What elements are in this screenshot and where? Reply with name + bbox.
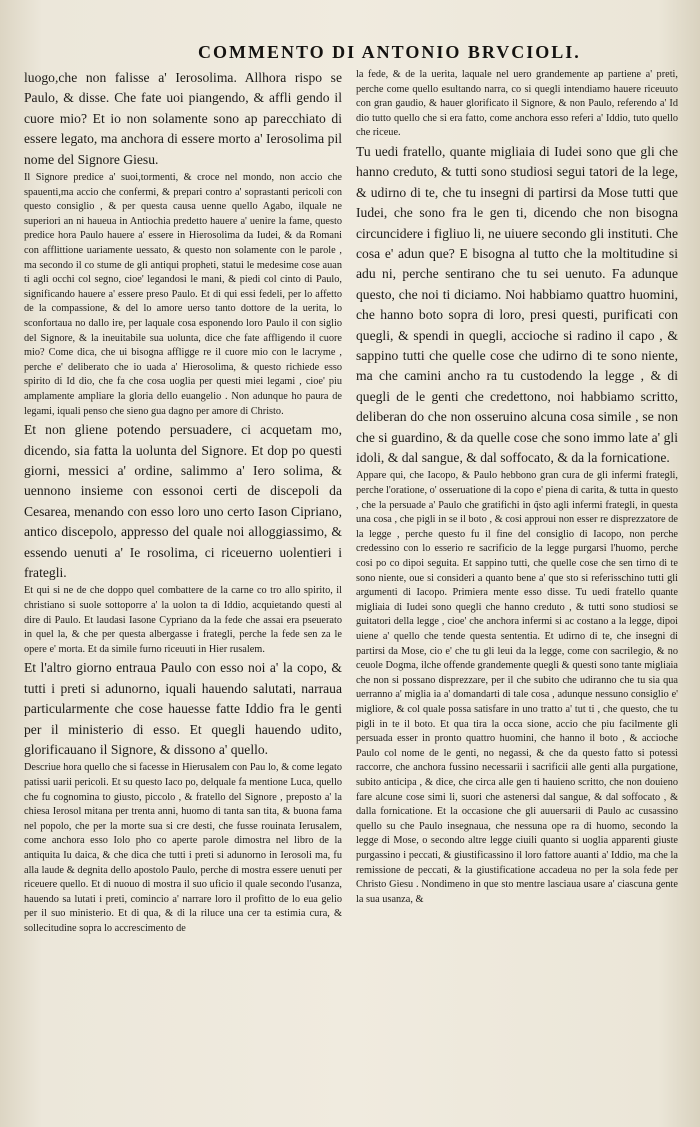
commentary-paragraph: Descriue hora quello che si facesse in Hierusalem con Pau lo, & come legato patissi uarii pericoli. Et su questo Iaco po, delquale fa mentione Luca, quello che fu cognomina to giusto, piccolo , & fratello del Signore , preposto a' la chiesa Ierosol mitana per trenta anni, huomo di tanta san tita, & buona fama nel popolo, che per la morte sua si cre desti, che fusse rouinata Ierusalem, come anchora esso Iolo pho co aperte parole dimostra nel libro de la antiquita Iu daica, & che dica che tutti i preti si adunorno in Ierosoli ma, fu alla laude & degnita dello apostolo Paulo, perche di mostra essere uenuti per riceuere quello. Et di nuouo di mostra il suo uficio il quale secondo l'usanza, hauendo sa lutati i preti, comincio a' narrare loro il profitto de lo eua gelio per il suo ministerio. Et di qua, & di la riluce una cer ta estimia cura, & sollecitudine sopra lo accrescimento de [24, 762, 342, 934]
scripture-paragraph: Et non gliene potendo persuadere, ci acquetam mo, dicendo, sia fatta la uolunta del Signore. Et dop po questi giorni, messici a' ordine, salimmo a' Iero solima, & uennono insieme con essonoi certi de discepoli da Cesarea, menando con esso loro uno certo Iason Cipriano, antico discepolo, appresso del quale noi alloggiassimo, & essendo uenuti a' Ie rosolima, ci riceuerno uolentieri i frategli. [24, 422, 342, 580]
commentary-paragraph: Il Signore predice a' suoi,tormenti, & croce nel mondo, non accio che spauenti,ma accio che confermi, & prepari contro a' soprastanti pericoli con questo consiglio , & per questa causa uenne quello Agabo, ilquale ne superiori an ni haueua in Antiochia predetto hauere a' uenire la fame, questo predice hora Paulo hauere a' essere in Hierosolima da Iudei, & da Romani con afflittione uariamente uessato, & questo non solamente con le parole , ma secondo il co stume de gli antiqui propheti, statui le medesime cose auan ti agli occhi col segno, cioe' legandosi le mani, & piedi col cinto di Paulo, significando hauere a' essere preso Paulo. Et di qui essi fedeli, per lo affetto de la compassione, & del lo amore uerso tanto dottore de la uerita, lo sconfortaua no dallo ire, per laquale cosa esponendo loro Paulo il con siglio del Signore, & la ineuitabile sua uolunta, dice che fate affligendo il cuore mio? Come dica, che ui bisogna affligge re il cuore mio con le lacryme , perche e' deliberato che io uada a' Hierosolima, & questo richiede esso spirito di Id dio, che fa che cosa uoglia per questi miei legami , cioe' piu amplamente ampliare la gloria dello euangelio . Non adunque ho paura de legami, iquali penso che sieno gua dagno per amore di Christo. [24, 172, 342, 417]
scripture-paragraph: Et l'altro giorno entraua Paulo con esso noi a' la copo, & tutti i preti si adunorno, iquali hauendo salutati, narraua particularmente che cose hauesse fatte Iddio fra le genti per il ministerio di esso. Et quegli hauendo udito, glorificauano il Signore, & dissono a' quello. [24, 660, 342, 757]
commentary-paragraph: Et qui si ne de che doppo quel combattere de la carne co tro allo spirito, il christiano si suole sottoporre a' la uolon ta di Iddio, acquietando questi al dire di Paulo. Et laudasi Iasone Cyprìano da la fede che assai era pseuerato in quel la, & che per questa albergasse i frategli, perche la fede sen za le opere e' morta. Et da simile furno riceuuti in Hier rusalem. [24, 585, 342, 655]
right-text-column [356, 68, 678, 1108]
scripture-paragraph: luogo,che non falisse a' Ierosolima. Allhora rispo se Paulo, & disse. Che fate uoi piangendo, & affli gendo il cuore mio? Et io non solamente sono ap parecchiato di essere legato, ma anchora di essere morto a' Ierosolima pil nome del Signore Giesu. [24, 70, 342, 167]
scripture-paragraph: Tu uedi fratello, quante migliaia di Iudei sono que gli che hanno creduto, & tutti sono studiosi segui tatori de la lege, & udirno di te, che tu insegni di partirsi da Mose tutti que Iudei, che sono fra le gen ti, dicendo che non bisogna circuncidere i figliuo li, ne uiuere secondo gli instituti. Che cosa e' adun que? E bisogna al tutto che la moltitudine si adu ni, perche sentirano che tu sei uenuto. Fa adunque questo, che noi ti diciamo. Noi habbiamo quattro huomini, che hanno boto sopra di loro, presi questi, purificati con quegli, & spendi in quegli, accioche si radino il capo , & sappino tutti che quelle cose che udirno di te sono niente, ma che camini ancho ra tu custodendo la legge , & di quegli de le genti che credettono, noi habbiamo scritto, deliberan do che non osseruino alcuna cosa simile , se non che si guardino, & da quelle cose che sono immo late a' gli idoli, & dal sangue, & dal soffocato, & da la fornicatione. [356, 143, 678, 466]
commentary-paragraph: Appare qui, che Iacopo, & Paulo hebbono gran cura de gli infermi frategli, perche l'oratione, o' osseruatione di la copo e' piena di carita, & tutta in questo , che la persuade a' Paulo che gratifichi in q̃sto agli infermi frategli, in questa una cosa , che pigli in se il boto , & cosi approui non esser re disprezzatore de la legge , perche questo fu il fine del consiglio di Iacopo, non perche credessino con lo esserio re sacrificio de la legge purgarsi l'huomo, perche cosi po co dipoi seguita. Et sappino tutti, che quelle cose che sen tirno di te sono niente, oue si consideri a quanto bene a' que sto si referisschino tutti gli argumenti di Iacopo. Primiera mente esso disse. Tu uedi fratello quante migliaia di Iudei sono quegli che hanno creduto , & tutti sono studiosi se guitatori della legge , cioe' che anchora infermi si ac costano a la legge, dipoi uiene a' quello che tende questa sententia. Et udirno di te, che insegni di partirsi da Mose, cio e' che tu gli leui da la legge, come con sacrilegio, & no ceuole Dogma, ilche offende grandemente quegli & questi sono tante migliaia che non si possano disprezzare, per il che subito che udiranno che tu sia qua uerranno a' miglia ia a' domandarti di tale cosa , adunque nessuno consiglio e' migliore, & col quale possa satisfare in uno tratto a' tut ti , che questo, che tu pigli in te il boto. Et qua tira la occa sione, accio che piu facilmente gli persuada esser in pronto quattro huomini, che hanno il boto , & accioche Paulo col nome de le genti, no negassi, & che da questo fatto si potessi raccorre, che anchora fussino necessarii i sacrificii alle genti alla purgatione, subito anticipa , & dice, che circa alle gen ti hauieno scritto, che non douieno fare alcune cose simi li, suori che astenersi dal sangue, & dal soffocato , & dalla fornicatione. Et la occasione che gli auuersarii di Paulo ac cusassino quello su che Paulo insegnaua, che nessuna ope ra di huomo, secondo la legge di Mose, o secondo altre legge ciuili quanto si uoglia apparenti giuste purgassino i peccati, & giustificassino il loro fattore auanti a' Iddio, ma che la remissione de peccati, & la giustificatione accadeua no per la sola fede per Christo Giesu . Nondimeno in que sto mentre lasciaua usare a' ciascuna gente la sua usanza, & [356, 470, 678, 905]
running-header: COMMENTO DI ANTONIO BRVCIOLI. [198, 42, 581, 62]
left-text-column [24, 68, 342, 1108]
commentary-paragraph: la fede, & de la uerita, laquale nel uero grandemente ap partiene a' preti, perche come quello esultando narra, co si quegli intendiamo hauere riceuuto con gran gaudio, & hauer glorificato il Signore, & non Paulo, referendo a' Id dio tutto quello che si era fatto, come anchora esso referi a' Iddio, tuto quello che riceue. [356, 69, 678, 139]
